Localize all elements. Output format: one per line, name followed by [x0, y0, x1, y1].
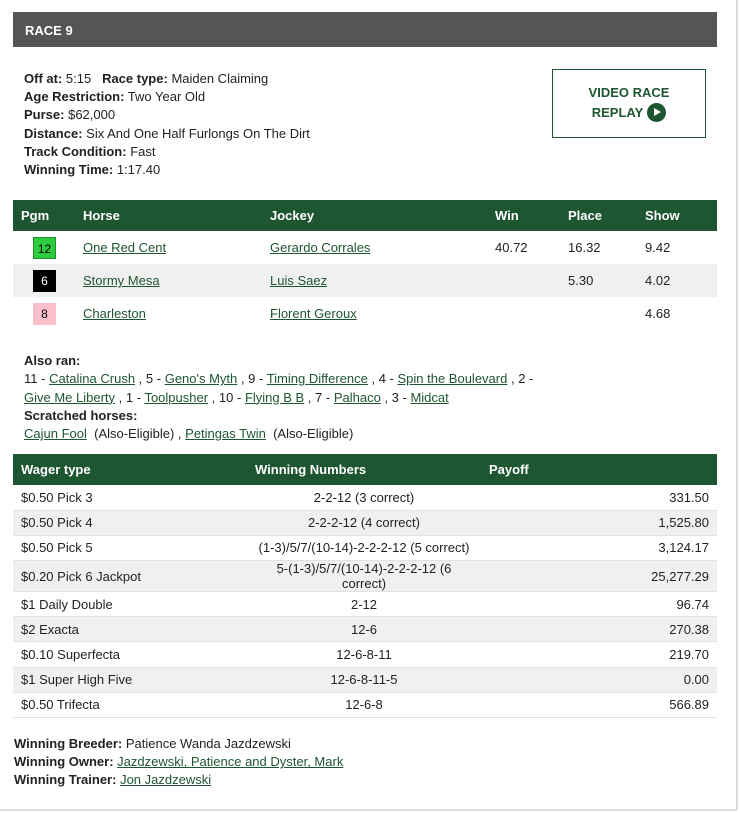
col-horse: Horse	[75, 200, 262, 231]
also-ran-horse-link[interactable]: Timing Difference	[266, 371, 368, 387]
also-ran-horse-link[interactable]: Palhaco	[333, 389, 381, 405]
table-row	[13, 642, 717, 667]
horse-link[interactable]: Charleston	[83, 306, 146, 321]
payoff: 3,124.17	[481, 535, 717, 560]
place-value	[560, 297, 637, 330]
video-button-line2: REPLAY	[591, 105, 644, 120]
payoff: 331.50	[481, 485, 717, 510]
race-type-label: Race type:	[102, 71, 168, 86]
col-place: Place	[560, 200, 637, 231]
payoff: 219.70	[481, 642, 717, 667]
race-info	[24, 70, 310, 179]
jockey-link[interactable]: Luis Saez	[270, 273, 328, 288]
wager-header-row	[13, 454, 717, 485]
show-value: 4.68	[645, 306, 671, 321]
col-payoff: Payoff	[481, 454, 717, 485]
also-ran-num: 1	[125, 389, 134, 405]
scratched-horse-link[interactable]: Petingas Twin	[185, 426, 266, 442]
scratched-note: (Also-Eligible)	[94, 426, 175, 442]
wager-type: $0.50 Pick 4	[13, 510, 247, 535]
breeder-line	[14, 735, 343, 753]
table-row	[13, 231, 717, 264]
payoff: 0.00	[481, 667, 717, 692]
distance-label: Distance:	[24, 125, 83, 141]
col-jockey: Jockey	[262, 200, 487, 231]
also-ran-num: 9	[248, 371, 256, 387]
show-value: 4.02	[637, 264, 717, 297]
also-ran-horse-link[interactable]: Catalina Crush	[49, 371, 136, 387]
col-wager-type: Wager type	[13, 454, 247, 485]
trainer-label: Winning Trainer:	[14, 772, 117, 788]
results-header-row	[13, 200, 717, 231]
pgm-badge: 8	[33, 303, 56, 325]
also-ran-label: Also ran:	[24, 353, 81, 368]
table-row	[13, 510, 717, 535]
off-at-label: Off at:	[24, 71, 63, 86]
payoff: 96.74	[481, 592, 717, 617]
winning-numbers: 2-2-12 (3 correct)	[247, 485, 481, 510]
win-value	[487, 297, 560, 330]
table-row	[13, 485, 717, 510]
table-row	[13, 667, 717, 692]
trainer-link[interactable]: Jon Jazdzewski	[120, 772, 212, 788]
winning-numbers: 2-12	[247, 592, 481, 617]
time-value: 1:17.40	[116, 162, 161, 178]
winning-numbers: 5-(1-3)/5/7/(10-14)-2-2-2-12 (6 correct)	[247, 561, 481, 592]
video-button-line2-wrap	[553, 103, 705, 123]
winning-numbers: 12-6	[247, 617, 481, 642]
winning-numbers: (1-3)/5/7/(10-14)-2-2-2-12 (5 correct)	[247, 535, 481, 560]
place-value: 5.30	[560, 264, 637, 297]
age-label: Age Restriction:	[24, 89, 125, 105]
scratched-label: Scratched horses:	[24, 407, 138, 423]
wager-type: $0.10 Superfecta	[13, 642, 247, 667]
also-ran-horse-link[interactable]: Toolpusher	[144, 389, 209, 405]
purse-label: Purse:	[24, 107, 65, 123]
wager-type: $0.50 Pick 3	[13, 485, 247, 510]
payoff: 566.89	[481, 692, 717, 717]
trainer-line	[14, 771, 343, 789]
wager-type: $0.50 Pick 5	[13, 535, 247, 560]
track-value: Fast	[130, 143, 156, 159]
winning-numbers: 2-2-2-12 (4 correct)	[247, 510, 481, 535]
table-row	[13, 617, 717, 642]
owner-line	[14, 753, 343, 771]
age-value: Two Year Old	[127, 89, 206, 105]
breeder-label: Winning Breeder:	[14, 736, 123, 751]
time-label: Winning Time:	[24, 162, 114, 178]
place-value: 16.32	[568, 240, 601, 255]
pgm-badge: 12	[33, 237, 56, 259]
info-line-distance	[24, 125, 310, 143]
also-ran-horse-link[interactable]: Geno's Myth	[164, 371, 238, 387]
col-pgm: Pgm	[13, 200, 75, 231]
payoff: 270.38	[481, 617, 717, 642]
show-value: 9.42	[645, 240, 671, 255]
also-ran-num: 5	[145, 371, 154, 387]
wager-table	[13, 454, 717, 718]
info-line-age	[24, 88, 310, 106]
payoff: 1,525.80	[481, 510, 717, 535]
results-table	[13, 200, 717, 330]
table-row	[13, 264, 717, 297]
owner-link[interactable]: Jazdzewski, Patience and Dyster, Mark	[117, 754, 344, 770]
winning-numbers: 12-6-8-11-5	[247, 667, 481, 692]
track-label: Track Condition:	[24, 143, 127, 159]
off-at-value: 5:15	[65, 71, 92, 86]
also-ran-list: 11 - Catalina Crush , 5 - Geno's Myth , 9 - Timing Difference , 4 - Spin the Boulevard , 2 - Give Me Liberty , 1 - Toolpusher , 10 - Flying B B , 7 - Palhaco , 3 - Midcat	[24, 371, 534, 405]
distance-value: Six And One Half Furlongs On The Dirt	[86, 125, 310, 141]
also-ran-num: 11	[24, 371, 38, 387]
horse-link[interactable]: Stormy Mesa	[83, 273, 160, 288]
pgm-badge: 6	[33, 270, 56, 292]
purse-value: $62,000	[68, 107, 116, 123]
table-row	[13, 592, 717, 617]
winners-section	[14, 735, 343, 790]
also-ran-section	[24, 352, 544, 443]
also-ran-num: 10	[218, 389, 234, 405]
table-row	[13, 561, 717, 592]
play-icon	[647, 103, 666, 122]
breeder-value: Patience Wanda Jazdzewski	[125, 736, 291, 751]
win-value: 40.72	[495, 240, 528, 255]
winning-numbers: 12-6-8	[247, 692, 481, 717]
info-line-off-at	[24, 70, 310, 88]
owner-label: Winning Owner:	[14, 754, 114, 770]
jockey-link[interactable]: Gerardo Corrales	[270, 240, 371, 255]
payoff: 25,277.29	[481, 561, 717, 592]
also-ran-horse-link[interactable]: Give Me Liberty	[24, 389, 116, 405]
also-ran-horse-link[interactable]: Midcat	[410, 389, 449, 405]
also-ran-num: 7	[315, 389, 323, 405]
also-ran-horse-link[interactable]: Flying B B	[244, 389, 305, 405]
wager-type: $0.20 Pick 6 Jackpot	[13, 561, 247, 592]
wager-type: $2 Exacta	[13, 617, 247, 642]
race-title: RACE 9	[25, 23, 73, 38]
race-type-value: Maiden Claiming	[171, 71, 269, 86]
table-row	[13, 535, 717, 560]
also-ran-num: 4	[378, 371, 386, 387]
scratched-list: Cajun Fool (Also-Eligible) , Petingas Twin (Also-Eligible)	[24, 426, 354, 442]
video-replay-button[interactable]	[552, 69, 706, 138]
win-value	[487, 264, 560, 297]
also-ran-horse-link[interactable]: Spin the Boulevard	[397, 371, 508, 387]
info-line-track	[24, 143, 310, 161]
winning-numbers: 12-6-8-11	[247, 642, 481, 667]
wager-type: $0.50 Trifecta	[13, 692, 247, 717]
video-button-line1: VIDEO RACE	[588, 85, 670, 100]
col-win: Win	[487, 200, 560, 231]
scratched-horse-link[interactable]: Cajun Fool	[24, 426, 87, 442]
scratched-note: (Also-Eligible)	[273, 426, 354, 442]
col-winning-numbers: Winning Numbers	[247, 454, 481, 485]
table-row	[13, 692, 717, 717]
table-row	[13, 297, 717, 330]
col-show: Show	[637, 200, 717, 231]
info-line-purse	[24, 106, 310, 124]
horse-link[interactable]: One Red Cent	[83, 240, 167, 255]
wager-type: $1 Daily Double	[13, 592, 247, 617]
race-title-bar	[13, 12, 717, 47]
wager-type: $1 Super High Five	[13, 667, 247, 692]
jockey-link[interactable]: Florent Geroux	[270, 306, 357, 321]
also-ran-num: 3	[391, 389, 399, 405]
info-line-time	[24, 161, 310, 179]
also-ran-num: 2	[518, 371, 526, 387]
